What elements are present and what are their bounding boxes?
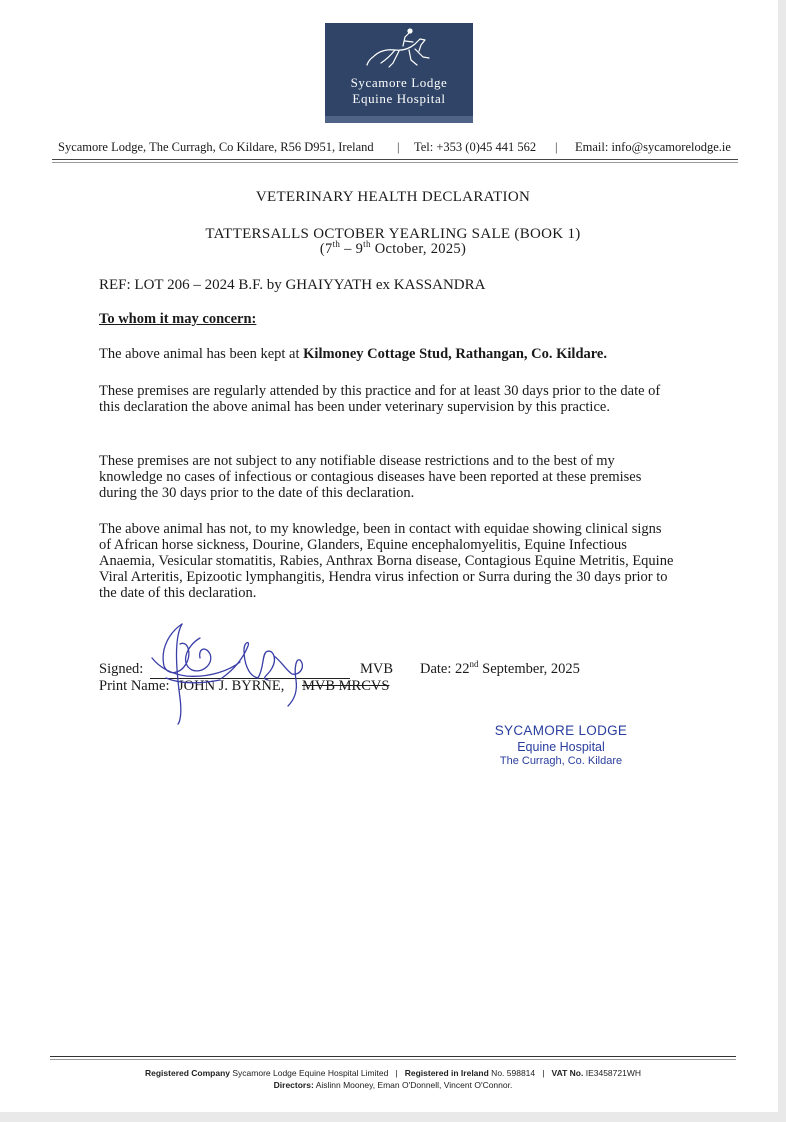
paragraph-premises: The above animal has been kept at Kilmoney Cottage Stud, Rathangan, Co. Kildare. — [99, 346, 607, 362]
mvb-label: MVB — [360, 661, 394, 677]
document-title: VETERINARY HEALTH DECLARATION — [255, 189, 531, 205]
horse-and-jockey-icon — [365, 27, 435, 73]
stamp-line-2: Equine Hospital — [517, 740, 605, 754]
handwritten-signature — [140, 618, 340, 728]
hospital-logo — [325, 23, 473, 123]
logo-line-1: Sycamore Lodge — [350, 75, 448, 90]
footer-registration: Registered Company Sycamore Lodge Equine Hospital Limited | Registered in Ireland No. 598814 | VAT No. IE3458721WH — [144, 1068, 641, 1078]
stamp-line-1: SYCAMORE LODGE — [494, 723, 628, 738]
sale-title: TATTERSALLS OCTOBER YEARLING SALE (BOOK 1) — [205, 226, 581, 242]
address: Sycamore Lodge, The Curragh, Co Kildare, R56 D951, Ireland — [58, 140, 374, 154]
header-rule — [52, 162, 738, 163]
header-rule — [52, 159, 738, 160]
separator: | — [397, 140, 400, 154]
struck-credentials: MVB MRCVS — [302, 678, 390, 694]
signed-label: Signed: — [99, 661, 144, 677]
sale-dates: (7th – 9th October, 2025) — [319, 239, 467, 257]
paragraph-disease-restrictions: These premises are not subject to any notifiable disease restrictions and to the best of my knowledge no cases of infectious or contagious diseases have been reported at these premises during the 30 days prior to the date of this declaration. — [99, 453, 642, 501]
footer-rule — [50, 1059, 736, 1060]
declaration-date: Date: 22nd September, 2025 — [420, 659, 580, 677]
separator: | — [555, 140, 558, 154]
telephone: Tel: +353 (0)45 441 562 — [414, 140, 537, 154]
print-name-label: Print Name: — [99, 678, 170, 694]
footer-directors: Directors: Aislinn Mooney, Eman O'Donnell, Vincent O'Connor. — [273, 1080, 513, 1090]
print-name: JOHN J. BYRNE, — [178, 678, 285, 694]
logo-bar — [325, 116, 473, 123]
paragraph-contact-declaration: The above animal has not, to my knowledge, been in contact with equidae showing clinical signs of African horse sickness, Dourine, Glanders, Equine encephalomyelitis, Equine Infectious Anaemia, Vesicular stomatitis, Rabies, Anthrax Borna disease, Contagious Equine Metritis, Equine Viral Arteritis, Epizootic lymphangitis, Hendra virus infection or Surra during the 30 days prior to the date of this declaration. — [99, 521, 674, 601]
salutation: To whom it may concern: — [99, 311, 257, 327]
email[interactable]: Email: info@sycamorelodge.ie — [575, 140, 731, 154]
stamp-line-3: The Curragh, Co. Kildare — [499, 755, 623, 767]
logo-line-2: Equine Hospital — [352, 91, 446, 106]
footer-rule — [50, 1056, 736, 1057]
lot-reference: REF: LOT 206 – 2024 B.F. by GHAIYYATH ex KASSANDRA — [99, 277, 486, 293]
paragraph-supervision: These premises are regularly attended by this practice and for at least 30 days prior to the date of this declaration the above animal has been under veterinary supervision by this practice. — [99, 383, 661, 415]
